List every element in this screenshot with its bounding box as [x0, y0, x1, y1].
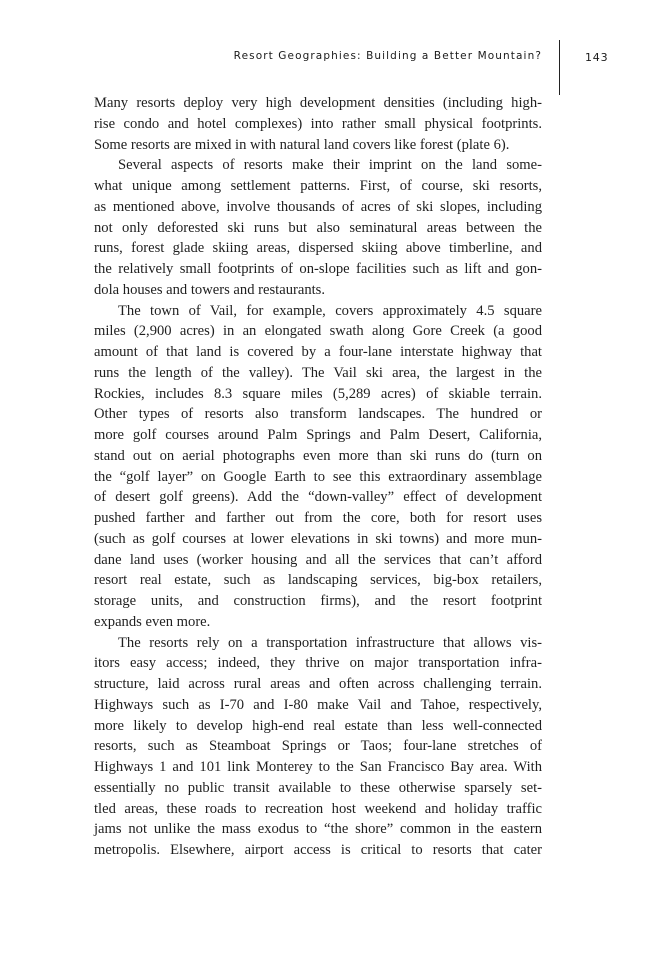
text-line: Other types of resorts also transform landscapes. The hundred or	[94, 406, 542, 423]
body-text	[94, 93, 542, 861]
text-line: metropolis. Elsewhere, airport access is critical to resorts that cater	[94, 842, 542, 858]
text-line: The resorts rely on a transportation infrastructure that allows vis-	[118, 634, 542, 651]
text-line: more likely to develop high-end real estate than less well-connected	[94, 717, 542, 734]
running-head: Resort Geographies: Building a Better Mountain?	[233, 50, 542, 62]
text-line: Many resorts deploy very high development densities (including high-	[94, 95, 542, 111]
text-line: what unique among settlement patterns. First, of course, ski resorts,	[94, 178, 542, 194]
text-line: as mentioned above, involve thousands of acres of ski slopes, including	[94, 198, 542, 215]
text-line: runs, forest glade skiing areas, dispersed skiing above timberline, and	[94, 240, 542, 257]
text-line: more golf courses around Palm Springs and Palm Desert, California,	[94, 427, 542, 443]
text-line: resorts, such as Steamboat Springs or Taos; four-lane stretches of	[94, 738, 542, 755]
text-line: dane land uses (worker housing and all the services that can’t afford	[94, 551, 542, 568]
text-line: The town of Vail, for example, covers approximately 4.5 square	[118, 302, 542, 319]
text-line: storage units, and construction firms), and the resort footprint	[94, 593, 542, 609]
text-line: the relatively small footprints of on-slope facilities such as lift and gon-	[94, 261, 542, 277]
text-line: Some resorts are mixed in with natural land covers like forest (plate 6).	[94, 136, 510, 153]
text-line: of desert golf greens). Add the “down-valley” effect of development	[94, 489, 542, 506]
text-line: miles (2,900 acres) in an elongated swath along Gore Creek (a good	[94, 323, 542, 340]
header-divider	[559, 40, 560, 95]
text-line: itors easy access; indeed, they thrive on major transportation infra-	[94, 655, 542, 672]
text-line: structure, laid across rural areas and often across challenging terrain.	[94, 676, 542, 692]
text-line: not only deforested ski runs but also seminatural areas between the	[94, 219, 542, 236]
text-line: stand out on aerial photographs even more than ski runs do (turn on	[94, 447, 542, 464]
page-number: 143	[585, 51, 609, 64]
text-line: the “golf layer” on Google Earth to see this extraordinary assemblage	[94, 468, 542, 485]
text-line: Highways 1 and 101 link Monterey to the San Francisco Bay area. With	[94, 759, 542, 775]
text-line: Highways such as I-70 and I-80 make Vail and Tahoe, respectively,	[94, 696, 542, 713]
text-line: resort real estate, such as landscaping services, big-box retailers,	[94, 572, 542, 589]
text-line: essentially no public transit available to these otherwise sparsely set-	[94, 779, 542, 796]
text-line: (such as golf courses at lower elevations in ski towns) and more mun-	[94, 530, 542, 547]
text-line: Several aspects of resorts make their imprint on the land some-	[118, 157, 542, 174]
text-line: tled areas, these roads to recreation host weekend and holiday traffic	[94, 800, 542, 817]
text-line: runs the length of the valley). The Vail ski area, the largest in the	[94, 364, 542, 381]
text-line: pushed farther and farther out from the core, both for resort uses	[94, 510, 542, 526]
text-line: Rockies, includes 8.3 square miles (5,289 acres) of skiable terrain.	[94, 385, 542, 402]
text-line: jams not unlike the mass exodus to “the shore” common in the eastern	[94, 821, 542, 838]
text-line: dola houses and towers and restaurants.	[94, 281, 326, 298]
text-line: amount of that land is covered by a four-lane interstate highway that	[94, 344, 542, 360]
text-line: expands even more.	[94, 613, 211, 630]
text-line: rise condo and hotel complexes) into rather small physical footprints.	[94, 115, 542, 132]
